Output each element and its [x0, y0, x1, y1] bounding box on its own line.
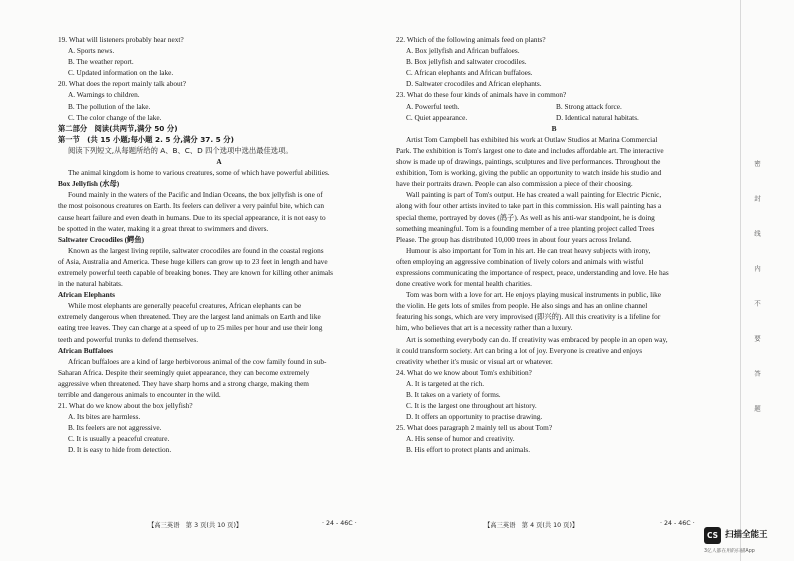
- passage-a-label: A: [216, 157, 222, 167]
- q22-option-a: A. Box jellyfish and African buffaloes.: [406, 46, 520, 56]
- passage-a-intro: The animal kingdom is home to various creatures, some of which have powerful abilities.: [68, 168, 330, 178]
- question-23: 23. What do these four kinds of animals have in common?: [396, 90, 567, 100]
- box-jellyfish-line: cause heart failure and even death in humans. Due to its special appearance, it is not easy to: [58, 212, 326, 222]
- camscanner-logo-icon: CS: [704, 527, 721, 544]
- question-24: 24. What do we know about Tom's exhibition?: [396, 367, 532, 377]
- buffaloes-title: African Buffaloes: [58, 345, 113, 355]
- elephants-title: African Elephants: [58, 290, 115, 300]
- passage-b-p2-line: along with four other artists invited to take part in this commission. His wall painting has a: [396, 201, 662, 211]
- reading-instructions: 阅读下列短文,从每题所给的 A、B、C、D 四个选项中选出最佳选项。: [68, 145, 293, 155]
- elephants-line: While most elephants are generally peaceful creatures, African elephants can be: [68, 301, 302, 311]
- page-footer-right: 【高三英语 第 4 页(共 10 页)】: [484, 522, 579, 529]
- page-code-right: · 24 - 46C ·: [660, 520, 695, 527]
- camscanner-name: 扫描全能王: [725, 530, 768, 540]
- q21-option-b: B. Its feelers are not aggressive.: [68, 423, 162, 433]
- passage-b-p4-line: Tom was born with a love for art. He enjoys playing musical instruments in public, like: [406, 290, 662, 300]
- q23-option-c: C. Quiet appearance.: [406, 112, 468, 122]
- q19-option-c: C. Updated information on the lake.: [68, 68, 174, 78]
- q24-option-a: A. It is targeted at the rich.: [406, 378, 485, 388]
- crocodiles-line: Known as the largest living reptile, saltwater crocodiles are found in the coastal regions: [68, 245, 324, 255]
- passage-b-p2-line: something meaningful. Tom is a founding member of a tree planting project called Trees: [396, 223, 655, 233]
- crocodiles-line: of Asia, Australia and America. These huge killers can grow up to 23 feet in length and have: [58, 256, 328, 266]
- q23-options-row-2: [396, 112, 712, 123]
- box-jellyfish-line: Found mainly in the waters of the Pacific and Indian Oceans, the box jellyfish is one of: [68, 190, 323, 200]
- q22-option-d: D. Saltwater crocodiles and African elephants.: [406, 79, 542, 89]
- buffaloes-line: African buffaloes are a kind of large herbivorous animal of the cow family found in sub-: [68, 356, 327, 366]
- q19-option-b: B. The weather report.: [68, 57, 134, 67]
- elephants-line: eating tree leaves. They can charge at a speed of up to 25 miles per hour and use their long: [58, 323, 323, 333]
- buffaloes-line: aggressive when threatened. They have sharp horns and a strong charge, making them: [58, 378, 309, 388]
- passage-b-label: B: [551, 123, 557, 133]
- passage-b-p4-line: him, who believes that art is a necessity rather than a luxury.: [396, 323, 573, 333]
- q21-option-a: A. Its bites are harmless.: [68, 412, 141, 422]
- seal-line-notice: 密 封 线 内 不 要 答 题: [753, 160, 761, 423]
- box-jellyfish-line: the most poisonous creatures on Earth. Its feelers can deliver a very painful bite, which can: [58, 201, 325, 211]
- passage-b-p2-line: Please. The group has distributed 10,000 trees in about four years across Ireland.: [396, 234, 632, 244]
- page-footer-left: 【高三英语 第 3 页(共 10 页)】: [148, 522, 243, 529]
- passage-b-p1-line: have their portraits drawn. People can also commission a piece of their choosing.: [396, 179, 633, 189]
- q22-option-b: B. Box jellyfish and saltwater crocodiles.: [406, 57, 527, 67]
- passage-b-p5-line: creativity whether it's music or visual art or whatever.: [396, 356, 553, 366]
- part-two-heading: 第二部分 阅读(共两节,满分 50 分): [58, 123, 178, 133]
- q20-option-c: C. The color change of the lake.: [68, 112, 162, 122]
- passage-b-p3-line: often employing an aggressive combination of lively colors and animals with wistful: [396, 256, 644, 266]
- left-column: [58, 34, 380, 456]
- question-25: 25. What does paragraph 2 mainly tell us about Tom?: [396, 423, 553, 433]
- question-22: 22. Which of the following animals feed on plants?: [396, 35, 546, 44]
- elephants-line: teeth and powerful trunks to defend themselves.: [58, 334, 199, 344]
- q24-option-c: C. It is the largest one throughout art history.: [406, 401, 537, 411]
- passage-b-p2-line: special theme, portrayed by doves (鸽子). As well as his anti-war standpoint, he is doing: [396, 212, 655, 222]
- question-20: 20. What does the report mainly talk about?: [58, 79, 186, 89]
- binding-line: [740, 0, 741, 561]
- q23-option-b: B. Strong attack force.: [556, 101, 622, 111]
- buffaloes-line: Saharan Africa. Despite their seemingly quiet appearance, they can become extremely: [58, 367, 310, 377]
- q23-option-d: D. Identical natural habitats.: [556, 112, 639, 122]
- q25-option-b: B. His effort to protect plants and animals.: [406, 445, 531, 455]
- passage-b-p1-line: Park. The exhibition is Tom's largest one to date and includes affordable art. The interactive: [396, 145, 664, 155]
- box-jellyfish-line: be spotted in the water, making it a great threat to swimmers and divers.: [58, 223, 269, 233]
- q19-option-a: A. Sports news.: [68, 46, 115, 56]
- q24-option-d: D. It offers an opportunity to practise drawing.: [406, 412, 543, 422]
- question-19: 19. What will listeners probably hear next?: [58, 35, 184, 44]
- section-one-heading: 第一节 (共 15 小题;每小题 2. 5 分,满分 37. 5 分): [58, 134, 234, 144]
- q22-option-c: C. African elephants and African buffaloes.: [406, 68, 533, 78]
- q24-option-b: B. It takes on a variety of forms.: [406, 390, 501, 399]
- passage-b-p5-line: it could transform society. Art can bring a lot of joy. Everyone is creative and enjoys: [396, 345, 643, 355]
- camscanner-tagline: 3亿人都在用的扫描App: [704, 549, 755, 554]
- page-code-left: · 24 - 46C ·: [322, 520, 357, 527]
- box-jellyfish-title: Box Jellyfish (水母): [58, 179, 120, 189]
- elephants-line: extremely dangerous when threatened. They are the largest land animals on Earth and like: [58, 312, 321, 322]
- buffaloes-line: terrible and dangerous animals to encounter in the wild.: [58, 390, 221, 399]
- passage-b-p4-line: featuring his songs, which are very improvised (即兴的). All this creativity is a lifeline for: [396, 312, 661, 322]
- q23-option-a: A. Powerful teeth.: [406, 101, 460, 111]
- passage-b-p3-line: expressions communicating the importance of respect, peace, understanding and love. He has: [396, 267, 669, 277]
- crocodiles-title: Saltwater Crocodiles (鳄鱼): [58, 234, 145, 244]
- right-column: [396, 34, 712, 456]
- passage-b-p3-line: done creative work for mental health charities.: [396, 279, 532, 289]
- passage-b-p5-line: Art is something everybody can do. If creativity was embraced by people in an open way,: [406, 334, 668, 344]
- q25-option-a: A. His sense of humor and creativity.: [406, 434, 515, 444]
- passage-b-p3-line: Humour is also important for Tom in his art. He can treat heavy subjects with irony,: [406, 245, 651, 255]
- q21-option-c: C. It is usually a peaceful creature.: [68, 434, 170, 444]
- crocodiles-line: in the natural habitats.: [58, 279, 123, 289]
- passage-b-p1-line: show is made up of drawings, paintings, sculptures and live performances. Throughout the: [396, 157, 661, 167]
- passage-b-p1-line: exhibition, Tom is working, giving the public an opportunity to watch inside his studio and: [396, 168, 662, 178]
- crocodiles-line: extremely powerful teeth capable of breaking bones. They are known for killing other animals: [58, 267, 334, 277]
- q20-option-a: A. Warnings to children.: [68, 90, 140, 100]
- question-21: 21. What do we know about the box jellyfish?: [58, 401, 193, 411]
- q21-option-d: D. It is easy to hide from detection.: [68, 445, 172, 455]
- q20-option-b: B. The pollution of the lake.: [68, 101, 151, 111]
- passage-b-p2-line: Wall painting is part of Tom's output. He has created a wall painting for Electric Picnic,: [406, 190, 662, 200]
- passage-b-p4-line: the violin. He gets lots of smiles from people. He also sings and has an online channel: [396, 301, 648, 311]
- q23-options-row-1: [396, 101, 712, 112]
- passage-b-p1-line: Artist Tom Campbell has exhibited his work at Outlaw Studios at Marina Commercial: [406, 134, 658, 144]
